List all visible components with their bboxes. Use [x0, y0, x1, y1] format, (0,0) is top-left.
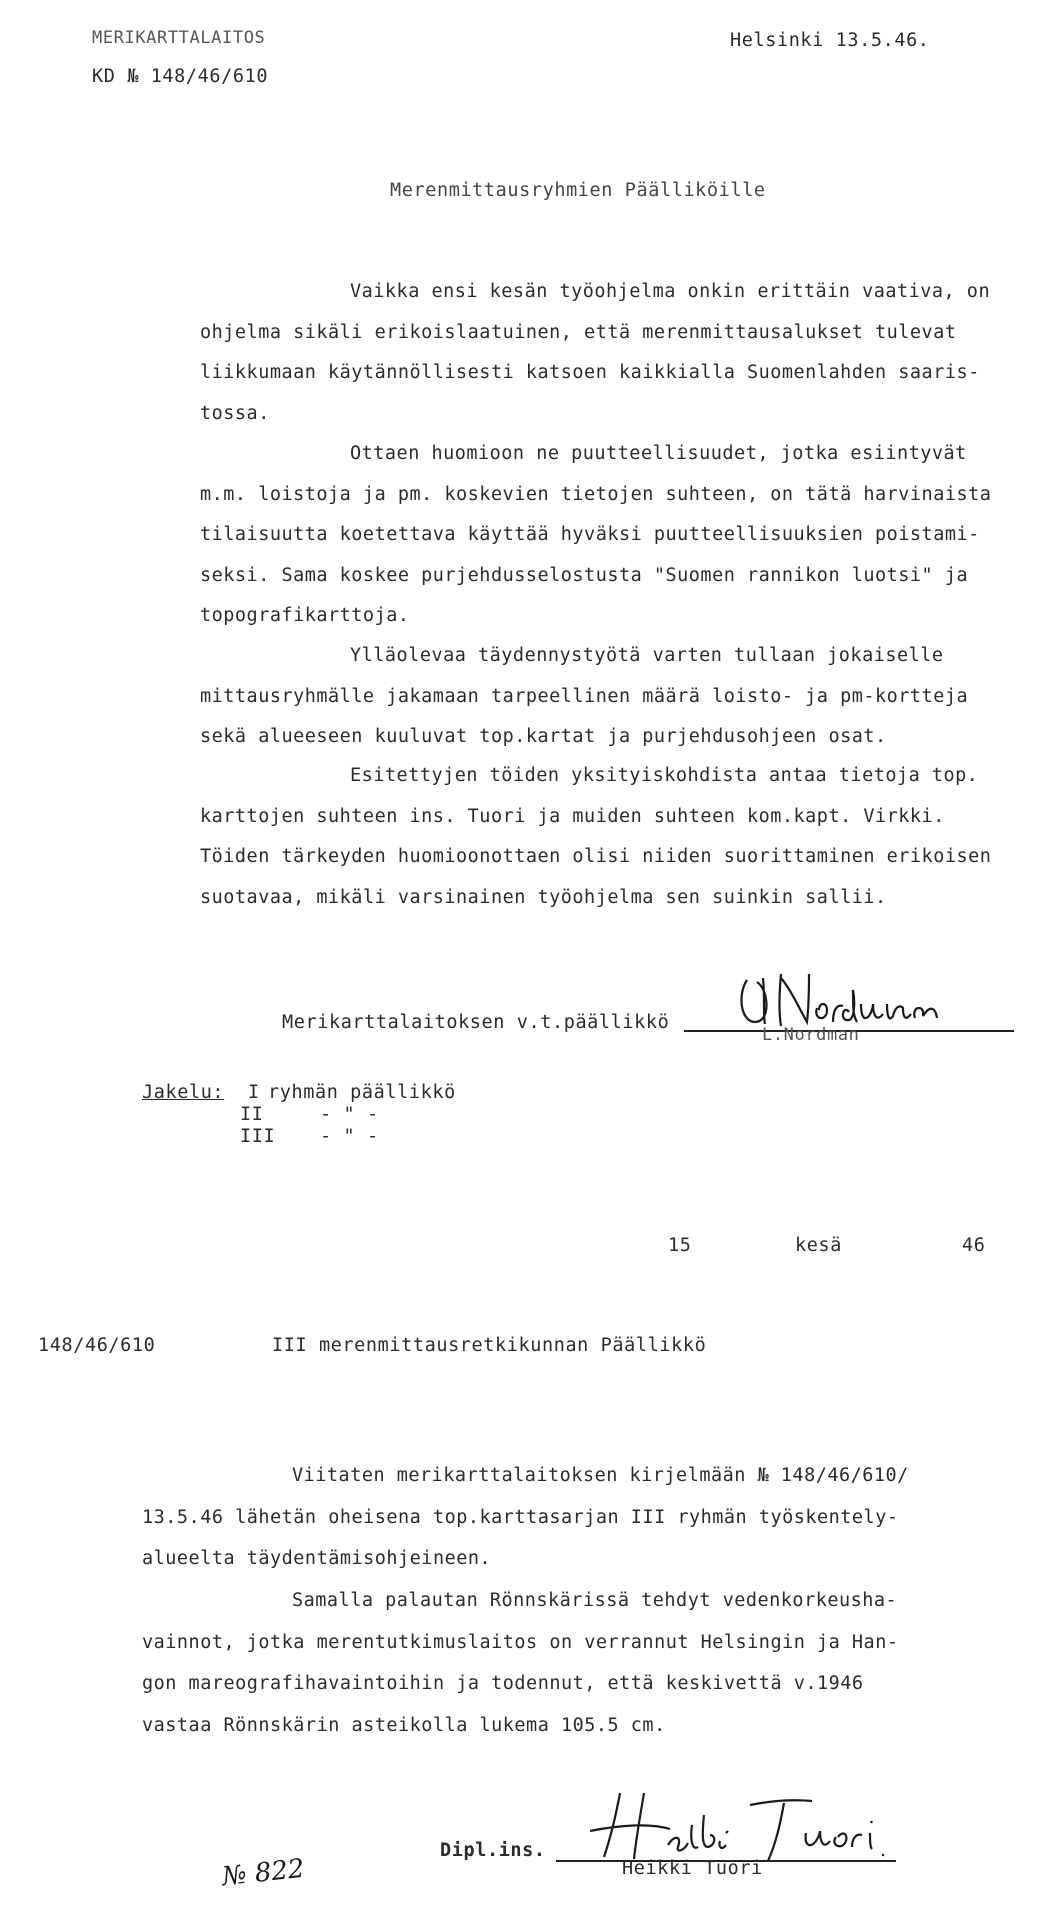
text-line: alueelta täydentämisohjeineen.: [142, 1548, 492, 1569]
reference-number: KD № 148/46/610: [92, 66, 269, 87]
text-line: liikkumaan käytännöllisesti katsoen kaikkialla Suomenlahden saaris-: [200, 362, 980, 383]
letter1-paragraph-4: [200, 756, 1030, 918]
date-year: 46: [962, 1235, 986, 1256]
text-line: Ottaen huomioon ne puutteellisuudet, jotka esiintyvät: [350, 443, 967, 464]
date-month: kesä: [795, 1235, 842, 1256]
distribution-group: III: [240, 1126, 276, 1147]
signature-title: Merikarttalaitoksen v.t.päällikkö: [282, 1012, 670, 1033]
distribution-group: II: [240, 1104, 264, 1125]
text-line: sekä alueeseen kuuluvat top.kartat ja purjehdusohjeen osat.: [200, 726, 887, 747]
distribution-text: ryhmän päällikkö: [268, 1082, 456, 1103]
text-line: tossa.: [200, 402, 270, 424]
date-day: 15: [668, 1235, 692, 1256]
text-line: mittausryhmälle jakamaan tarpeellinen määrä loisto- ja pm-kortteja: [200, 685, 969, 707]
letter2-paragraph-1: [142, 1455, 1002, 1580]
letter1-paragraph-1: [200, 272, 1030, 434]
distribution-text: - " -: [320, 1126, 379, 1147]
letter2-addressee: III merenmittausretkikunnan Päällikkö: [272, 1335, 707, 1356]
text-line: vainnot, jotka merentutkimuslaitos on verrannut Helsingin ja Han-: [142, 1631, 899, 1653]
distribution-text: - " -: [320, 1104, 379, 1125]
text-line: Töiden tärkeyden huomioonottaen olisi niiden suorittaminen erikoisen: [200, 846, 992, 867]
text-line: karttojen suhteen ins. Tuori ja muiden suhteen kom.kapt. Virkki.: [200, 805, 945, 827]
text-line: Esitettyjen töiden yksityiskohdista antaa tietoja top.: [350, 765, 979, 786]
text-line: Vaikka ensi kesän työohjelma onkin erittäin vaativa, on: [350, 281, 991, 302]
institution-name: MERIKARTTALAITOS: [92, 28, 266, 48]
text-line: suotavaa, mikäli varsinainen työohjelma sen suinkin sallii.: [200, 886, 887, 908]
text-line: gon mareografihavaintoihin ja todennut, että keskivettä v.1946: [142, 1673, 864, 1694]
text-line: m.m. loistoja ja pm. koskevien tietojen suhteen, on tätä harvinaista: [200, 483, 992, 505]
signature-name: L.Nordman: [762, 1025, 860, 1045]
letter2-paragraph-2: [142, 1580, 1002, 1746]
text-line: 13.5.46 lähetän oheisena top.karttasarjan III ryhmän työskentely-: [142, 1506, 899, 1528]
text-line: ohjelma sikäli erikoislaatuinen, että merenmittausalukset tulevat: [200, 321, 957, 343]
text-line: Samalla palautan Rönnskärissä tehdyt vedenkorkeusha-: [292, 1590, 898, 1611]
signature-title: Dipl.ins.: [440, 1840, 546, 1861]
text-line: topografikarttoja.: [200, 605, 410, 626]
handwritten-number: № 822: [220, 1853, 306, 1893]
text-line: tilaisuutta koetettava käyttää hyväksi puutteellisuuksien poistami-: [200, 524, 980, 545]
text-line: Viitaten merikarttalaitoksen kirjelmään № 148/46/610/: [292, 1465, 909, 1486]
signature-name: Heikki Tuori: [622, 1858, 763, 1879]
text-line: vastaa Rönnskärin asteikolla lukema 105.5 cm.: [142, 1714, 666, 1736]
text-line: seksi. Sama koskee purjehdusselostusta "Suomen rannikon luotsi" ja: [200, 564, 969, 586]
letter1-paragraph-3: [200, 636, 1030, 758]
addressee: Merenmittausryhmien Päälliköille: [390, 180, 766, 201]
distribution-group: I: [248, 1082, 260, 1103]
place-date: Helsinki 13.5.46.: [730, 30, 930, 51]
text-line: Ylläolevaa täydennystyötä varten tullaan jokaiselle: [350, 645, 944, 666]
distribution-label: Jakelu:: [142, 1082, 225, 1103]
letter1-paragraph-2: [200, 434, 1030, 637]
letter2-reference: 148/46/610: [38, 1335, 156, 1356]
